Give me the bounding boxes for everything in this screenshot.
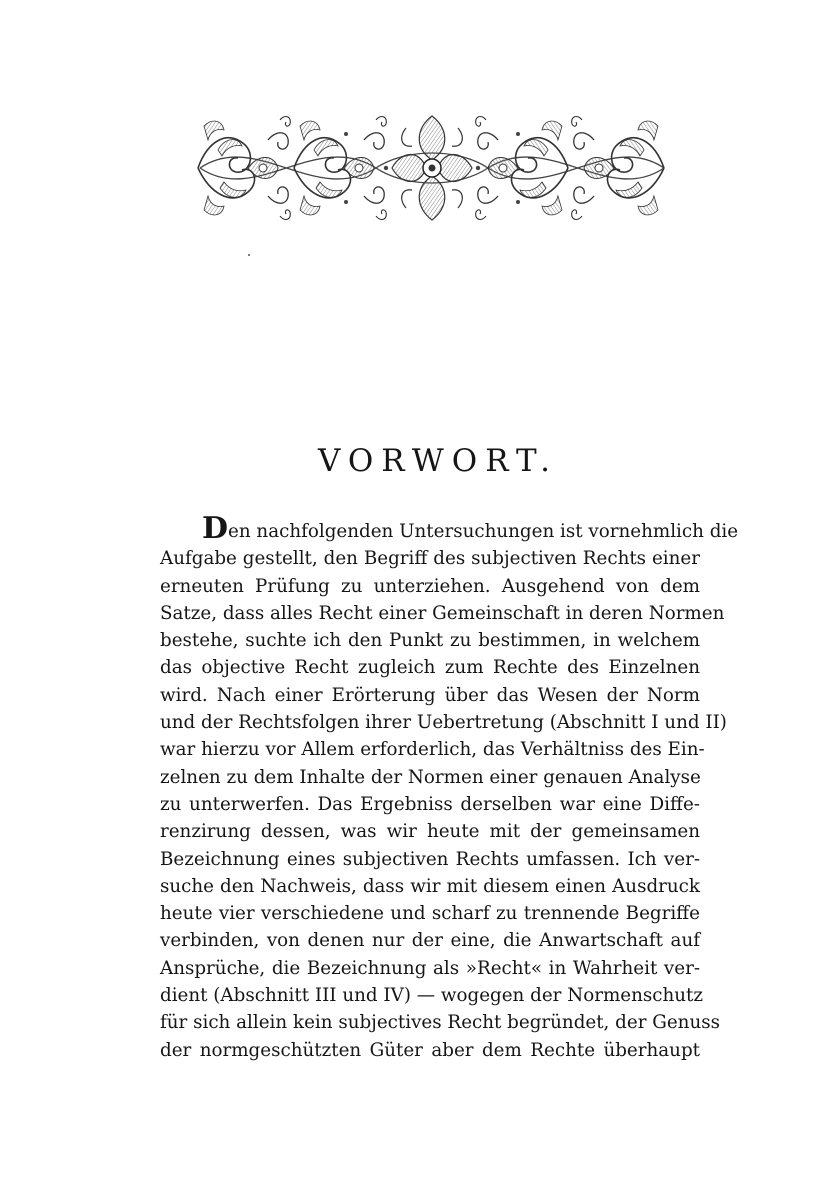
text-line: Ansprüche, die Bezeichnung als »Recht« in Wahrheit ver-: [160, 957, 700, 979]
preface-paragraph: [160, 511, 739, 1064]
text-line: der normgeschützten Güter aber dem Rechte überhaupt: [160, 1039, 700, 1061]
text-line: für sich allein kein subjectives Recht begründet, der Genuss: [160, 1012, 720, 1034]
text-line: war hierzu vor Allem erforderlich, das Verhältniss des Ein-: [160, 739, 705, 761]
ornament-headpiece-icon: [196, 110, 668, 226]
text-line: Bezeichnung eines subjectiven Rechts umfassen. Ich ver-: [160, 848, 700, 870]
text-line: suche den Nachweis, dass wir mit diesem einen Ausdruck: [160, 875, 700, 897]
print-speck: [248, 254, 250, 256]
text-line: dient (Abschnitt III und IV) — wogegen der Normenschutz: [160, 985, 704, 1007]
text-line: Aufgabe gestellt, den Begriff des subjectiven Rechts einer: [160, 548, 700, 570]
text-line: heute vier verschiedene und scharf zu trennende Begriffe: [160, 903, 700, 925]
drop-cap: D: [202, 511, 229, 546]
page-title: VORWORT.: [318, 443, 558, 479]
text-line: bestehe, suchte ich den Punkt zu bestimmen, in welchem: [160, 630, 700, 652]
text-line: das objective Recht zugleich zum Rechte des Einzelnen: [160, 657, 700, 679]
text-line: erneuten Prüfung zu unterziehen. Ausgehend von dem: [160, 575, 700, 597]
text-line: zu unterwerfen. Das Ergebniss derselben war eine Diffe-: [160, 793, 700, 815]
text-line: zelnen zu dem Inhalte der Normen einer genauen Analyse: [160, 766, 701, 788]
text-line: und der Rechtsfolgen ihrer Uebertretung (Abschnitt I und II): [160, 712, 727, 734]
text-line: Satze, dass alles Recht einer Gemeinschaft in deren Normen: [160, 602, 725, 624]
text-line: Den nachfolgenden Untersuchungen ist vornehmlich die: [202, 511, 739, 546]
text-line: wird. Nach einer Erörterung über das Wesen der Norm: [160, 684, 700, 706]
text-line: verbinden, von denen nur der eine, die Anwartschaft auf: [160, 930, 700, 952]
text-line: renzirung dessen, was wir heute mit der gemeinsamen: [160, 821, 700, 843]
